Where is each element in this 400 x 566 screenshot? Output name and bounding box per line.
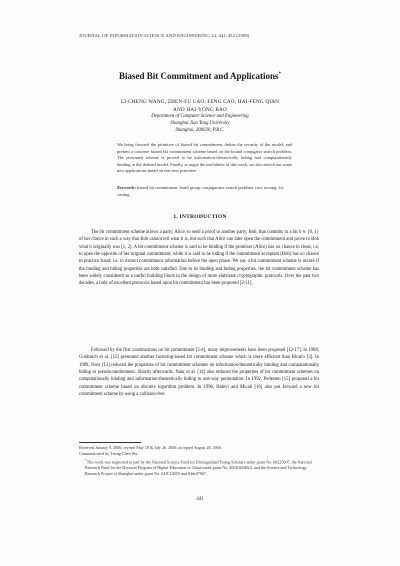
footnotes	[79, 445, 319, 477]
abstract: We bring forward the primitive of biased bit commitment, define the security of the model, and present a concrete biased bit commitment scheme based on the bound conjugator search problem. The presented scheme is proved to be information-theoretically hiding and computationally binding in the defined model. Finally, to argue the usefulness of this work, we also sketch out some new applications based on this new primitive.	[117, 142, 292, 174]
paper-title-text: Biased Bit Commitment and Applications	[118, 71, 279, 81]
keywords	[117, 185, 292, 198]
body-paragraph	[79, 347, 319, 398]
authors-line: AND HAI-YONG BAO	[173, 107, 227, 113]
footnote-funding-text: This work was supported in part by the National Science Fund for Distinguished Young Scholars under grant No. 60225007, the National Research Fund for the Doctoral Program of Higher Education of China under grant No. 20020248024, and the Science and Technology Research Project of Shanghai under grant No. 04JC14055 and 04dz07067.	[85, 459, 312, 477]
page-number: 441	[196, 497, 204, 502]
keywords-label: Keywords:	[117, 185, 137, 190]
body-paragraph	[79, 229, 319, 288]
footnote-received: Received January 9, 2006; revised May 18 & July 26, 2006; accepted August 28, 2006.	[79, 445, 222, 450]
footnote-marker: *	[85, 458, 87, 462]
running-head: JOURNAL OF INFORMATION SCIENCE AND ENGINEERING 24, 441-452 (2008)	[79, 33, 250, 38]
affiliation	[0, 113, 400, 134]
affiliation-university: Shanghai Jiao Tong University	[170, 121, 230, 126]
section-heading: 1. INTRODUCTION	[173, 214, 227, 220]
affiliation-address: Shanghai, 200030, P.R.C.	[175, 128, 225, 133]
keywords-text: biased bit commitment, braid group, conjugacator search problem, coin tossing, lot-casting	[117, 185, 285, 197]
author-list	[0, 98, 400, 114]
paper-title	[0, 71, 400, 81]
footnote-divider	[79, 442, 141, 443]
paragraph-text: The bit commitment scheme allows a party, Alice, to send a proof to another party, Bob, that commits to a bit b ∈ {0, 1} of her choice in such a way that Bob cannot tell what b is, but such that Alice can later open the commitment and prove to Bob what b originally was [1, 2]. A bit commitment scheme is said to be binding if the promiser (Alice) has no chance to cheat, i.e. to open the opposite of her original commitment; while it is said to be hiding if the commitment acceptant (Bob) has no chance to practice fraud, i.e. to extract commitment information before the open phase. We say a bit commitment scheme is secure if the binding and hiding properties are both satisfied. Due to its binding and hiding properties, the bit commitment scheme has been widely considered as a useful building block in the design of more elaborate cryptographic protocols. Over the past two decades, a bulk of excellent protocols based upon bit commitment has been proposed [2-11].	[79, 230, 319, 287]
title-footnote-marker: *	[278, 72, 282, 77]
authors-line: LI-CHENG WANG, ZHEN-FU CAO, FENG CAO, HAI-FENG QIAN	[120, 99, 280, 105]
affiliation-department: Department of Computer Science and Engineering	[151, 114, 249, 119]
paragraph-text: Followed by the first constructions on bit commitment [2-4], many improvements have been proposed [12-17]. In 1988, Goldreich et al. [12] presented another factoring-based bit commitment scheme which is more efficient than Blum's [3]. In 1989, Naor [13] reduced the properties of bit commitment schemes on information-theoretically binding and computationally hiding to pseudo-randomness. Shortly afterwards, Naor et al. [14] also reduced the properties of bit commitment schemes on computationally binding and information-theoretically hiding to one-way permutation. In 1992, Pedersen [15] proposed a bit commitment scheme based on discrete logarithm problem. In 1996, Halevi and Micali [16] also put forward a new bit commitment scheme by using a collision-free	[79, 348, 319, 398]
footnote-funding	[79, 457, 319, 477]
footnote-communicated: Communicated by Tzong-Chen Wu.	[79, 451, 139, 456]
